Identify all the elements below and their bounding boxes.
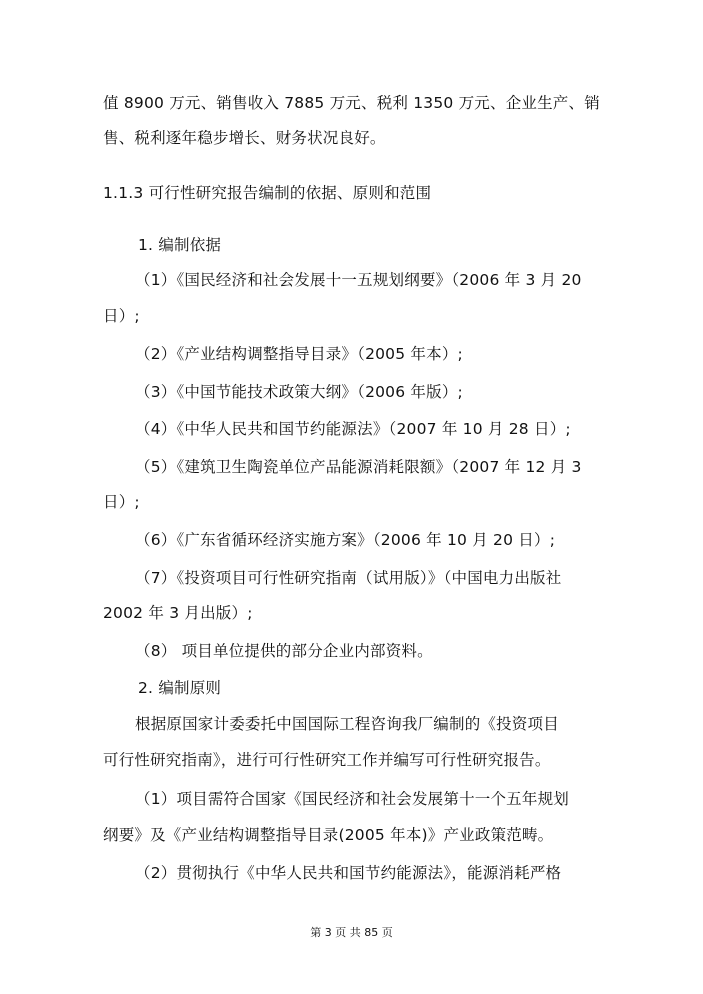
body-text-line: 可行性研究指南》，进行可行性研究工作并编写可行性研究报告。 (103, 751, 551, 769)
subsection-heading: 2. 编制原则 (138, 679, 222, 697)
list-item: （5）《建筑卫生陶瓷单位产品能源消耗限额》（2007 年 12 月 3 (135, 458, 582, 476)
list-item: （7）《投资项目可行性研究指南（试用版）》（中国电力出版社 (135, 569, 562, 587)
list-item-continuation: 纲要》及《产业结构调整指导目录(2005 年本)》产业政策范畴。 (103, 826, 554, 844)
section-heading: 1.1.3 可行性研究报告编制的依据、原则和范围 (103, 184, 432, 202)
list-item-continuation: 日）; (103, 493, 140, 511)
body-text-line: 根据原国家计委委托中国国际工程咨询我厂编制的《投资项目 (135, 715, 559, 733)
list-item: （8） 项目单位提供的部分企业内部资料。 (135, 642, 433, 660)
subsection-heading: 1. 编制依据 (138, 236, 222, 254)
page-footer: 第 3 页 共 85 页 (310, 926, 393, 939)
list-item: （1）项目需符合国家《国民经济和社会发展第十一个五年规划 (135, 790, 569, 808)
list-item-continuation: 日）; (103, 307, 140, 325)
list-item: （2）贯彻执行《中华人民共和国节约能源法》，能源消耗严格 (135, 864, 562, 882)
list-item: （6）《广东省循环经济实施方案》（2006 年 10 月 20 日）; (135, 531, 556, 549)
list-item: （2）《产业结构调整指导目录》（2005 年本）; (135, 345, 463, 363)
body-text-line: 值 8900 万元、销售收入 7885 万元、税利 1350 万元、企业生产、销 (103, 94, 600, 112)
list-item-continuation: 2002 年 3 月出版）; (103, 604, 253, 622)
list-item: （4）《中华人民共和国节约能源法》（2007 年 10 月 28 日）; (135, 420, 571, 438)
body-text-line: 售、税利逐年稳步增长、财务状况良好。 (103, 129, 386, 147)
list-item: （3）《中国节能技术政策大纲》（2006 年版）; (135, 383, 463, 401)
list-item: （1）《国民经济和社会发展十一五规划纲要》（2006 年 3 月 20 (135, 271, 582, 289)
